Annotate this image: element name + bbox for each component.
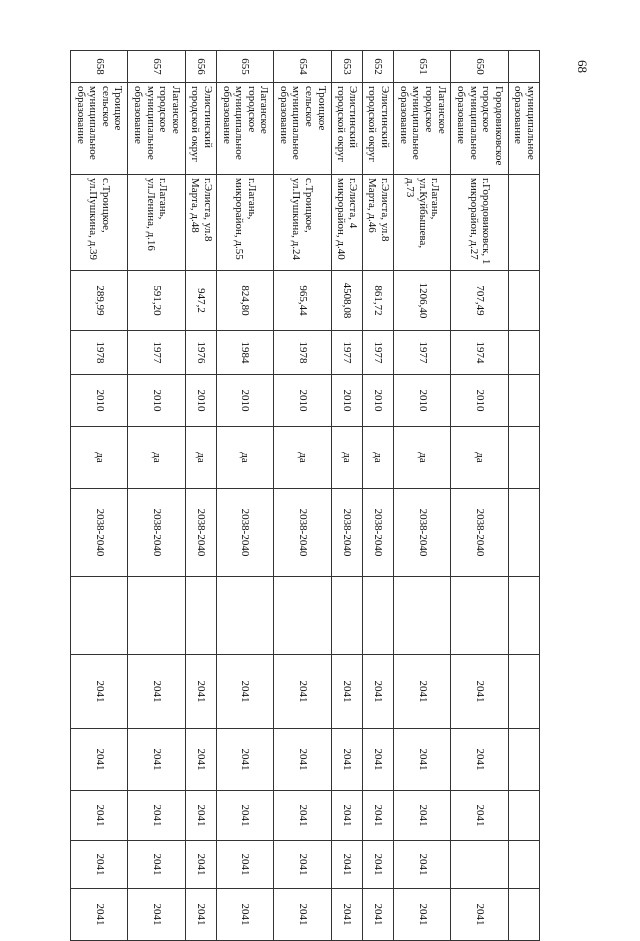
column-d: 2041 [274,791,331,841]
address: г.Элиста, ул.8 Марта, д.46 [362,175,393,271]
year-built: 1978 [71,331,128,375]
row-number: 655 [216,51,273,83]
column-d: 2041 [71,791,128,841]
flag: да [71,427,128,489]
municipality-name: Элистинский городской округ [362,83,393,175]
area: 861,72 [362,271,393,331]
year-survey: 2010 [216,375,273,427]
column-a [274,577,331,655]
year-survey: 2010 [185,375,216,427]
column-f: 2041 [71,889,128,941]
column-c: 2041 [274,729,331,791]
area: 1206,40 [394,271,451,331]
column-b: 2041 [185,655,216,729]
column-a [451,577,508,655]
row-number: 656 [185,51,216,83]
column-c: 2041 [362,729,393,791]
row-number: 657 [128,51,185,83]
rotated-page [70,50,540,926]
column-c: 2041 [71,729,128,791]
page-number: 68 [575,60,590,73]
column-c: 2041 [451,729,508,791]
address: г.Городовиковск, 1 микрорайон, д.27 [451,175,508,271]
year-survey: 2010 [451,375,508,427]
repair-period: 2038-2040 [362,489,393,577]
column-d: 2041 [216,791,273,841]
flag: да [394,427,451,489]
column-e: 2041 [185,841,216,889]
column-e: 2041 [394,841,451,889]
column-a [331,577,362,655]
area: 824,80 [216,271,273,331]
year-built: 1977 [128,331,185,375]
flag: да [216,427,273,489]
row-number: 651 [394,51,451,83]
area: 707,49 [451,271,508,331]
area: 591,20 [128,271,185,331]
column-e: 2041 [331,841,362,889]
column-e: 2041 [362,841,393,889]
column-a [71,577,128,655]
column-a [185,577,216,655]
column-f: 2041 [362,889,393,941]
repair-period: 2038-2040 [331,489,362,577]
column-f: 2041 [274,889,331,941]
table-row [451,51,508,941]
column-e [451,841,508,889]
address: г.Лагань, ул.Куйбышева, д.73 [394,175,451,271]
municipality-name: Лаганское городское муниципальное образование [216,83,273,175]
year-survey: 2010 [394,375,451,427]
repair-period: 2038-2040 [274,489,331,577]
year-survey: 2010 [362,375,393,427]
flag: да [331,427,362,489]
municipality-name: Троицкое сельское муниципальное образование [71,83,128,175]
area: 289,99 [71,271,128,331]
column-c: 2041 [185,729,216,791]
column-a [394,577,451,655]
year-survey: 2010 [128,375,185,427]
flag: да [128,427,185,489]
municipality-name: Лаганское городское муниципальное образование [394,83,451,175]
address: г.Лагань, микрорайон, д.55 [216,175,273,271]
row-number: 650 [451,51,508,83]
table-row [331,51,362,941]
column-d: 2041 [394,791,451,841]
row-number: 652 [362,51,393,83]
address: с.Троицкое, ул.Пушкина, д.39 [71,175,128,271]
column-b: 2041 [362,655,393,729]
column-c: 2041 [331,729,362,791]
year-built: 1974 [451,331,508,375]
column-d: 2041 [362,791,393,841]
column-f: 2041 [394,889,451,941]
repair-period: 2038-2040 [451,489,508,577]
column-b: 2041 [331,655,362,729]
repair-period: 2038-2040 [128,489,185,577]
repair-period: 2038-2040 [71,489,128,577]
housing-table [70,50,540,941]
repair-period: 2038-2040 [216,489,273,577]
continuation-row [508,51,539,941]
address: г.Элиста, ул.8 Марта, д.48 [185,175,216,271]
column-b: 2041 [451,655,508,729]
column-b: 2041 [128,655,185,729]
column-a [128,577,185,655]
flag: да [362,427,393,489]
address: г.Элиста, 4 микрорайон, д.40 [331,175,362,271]
column-f: 2041 [331,889,362,941]
table-row [71,51,128,941]
table-row [274,51,331,941]
repair-period: 2038-2040 [185,489,216,577]
column-c: 2041 [394,729,451,791]
column-b: 2041 [274,655,331,729]
column-e: 2041 [71,841,128,889]
column-e: 2041 [128,841,185,889]
column-c: 2041 [216,729,273,791]
table-row [216,51,273,941]
year-survey: 2010 [331,375,362,427]
address: г.Лагань, ул.Ленина, д.16 [128,175,185,271]
column-a [362,577,393,655]
year-survey: 2010 [274,375,331,427]
column-d: 2041 [185,791,216,841]
column-d: 2041 [451,791,508,841]
row-number: 653 [331,51,362,83]
year-built: 1977 [394,331,451,375]
area: 947,2 [185,271,216,331]
row-number: 654 [274,51,331,83]
table-row [394,51,451,941]
column-b: 2041 [71,655,128,729]
row-number: 658 [71,51,128,83]
year-built: 1978 [274,331,331,375]
flag: да [274,427,331,489]
repair-period: 2038-2040 [394,489,451,577]
column-f: 2041 [128,889,185,941]
municipality-name: Лаганское городское муниципальное образование [128,83,185,175]
column-b: 2041 [394,655,451,729]
area: 965,44 [274,271,331,331]
municipality-name: Троицкое сельское муниципальное образование [274,83,331,175]
table-row [128,51,185,941]
year-survey: 2010 [71,375,128,427]
column-e: 2041 [274,841,331,889]
column-f: 2041 [451,889,508,941]
flag: да [451,427,508,489]
column-c: 2041 [128,729,185,791]
flag: да [185,427,216,489]
continuation-name: муниципальное образование [508,83,539,175]
column-f: 2041 [216,889,273,941]
year-built: 1977 [331,331,362,375]
year-built: 1977 [362,331,393,375]
column-d: 2041 [128,791,185,841]
column-e: 2041 [216,841,273,889]
column-f: 2041 [185,889,216,941]
column-a [216,577,273,655]
municipality-name: Элистинский городской округ [185,83,216,175]
municipality-name: Элистинский городской округ [331,83,362,175]
table-row [362,51,393,941]
column-b: 2041 [216,655,273,729]
year-built: 1976 [185,331,216,375]
table-row [185,51,216,941]
year-built: 1984 [216,331,273,375]
municipality-name: Городовиковское городское муниципальное образование [451,83,508,175]
address: с.Троицкое, ул.Пушкина, д.24 [274,175,331,271]
column-d: 2041 [331,791,362,841]
area: 4508,08 [331,271,362,331]
